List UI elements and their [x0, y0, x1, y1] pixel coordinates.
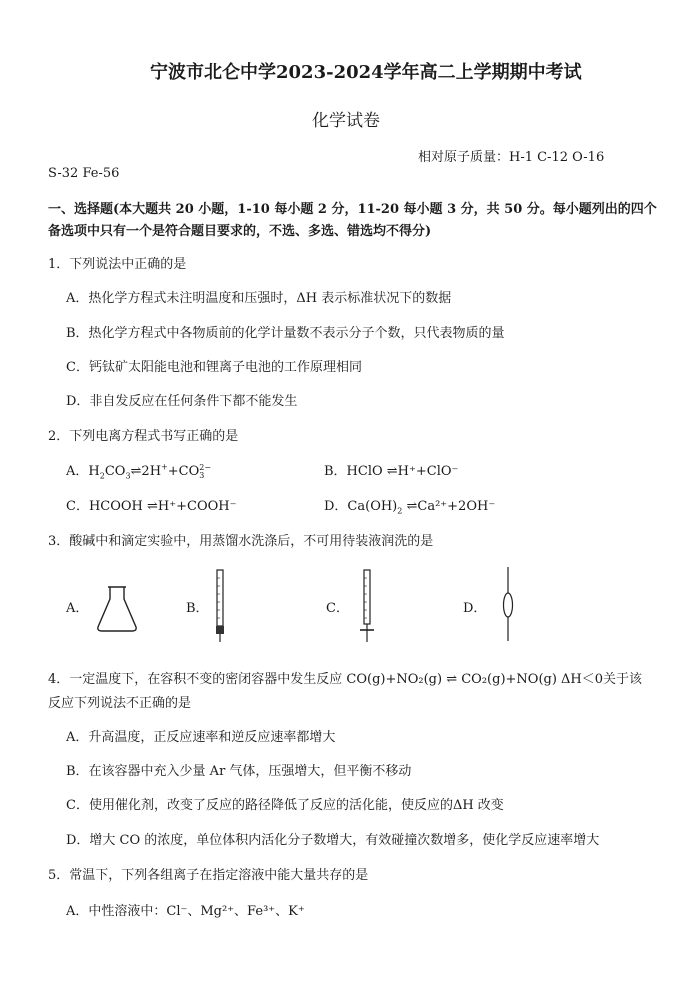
- atomic-mass-line-2: S-32 Fe-56: [48, 166, 120, 181]
- question-4-stem-line-1: 4．一定温度下，在容积不变的密闭容器中发生反应 CO(g)+NO₂(g) ⇌ CO₂(g)+NO(g) ΔH＜0关于该: [48, 672, 643, 687]
- page-title: 宁波市北仑中学2023-2024学年高二上学期期中考试: [150, 62, 582, 83]
- question-5-option-a: A．中性溶液中：Cl⁻、Mg²⁺、Fe³⁺、K⁺: [66, 904, 305, 919]
- question-1-option-c: C．钙钛矿太阳能电池和锂离子电池的工作原理相同: [66, 360, 362, 375]
- page-subtitle: 化学试卷: [312, 111, 380, 131]
- pipette-icon: [500, 565, 516, 645]
- question-2-option-b: B．HClO ⇌H⁺+ClO⁻: [324, 464, 459, 479]
- question-2-option-d: D．$Ca(OH)_2$ ⇌Ca²⁺+2OH⁻: [324, 499, 496, 516]
- q2a-part1: CO: [104, 464, 126, 479]
- burette-base-icon: [357, 568, 377, 644]
- question-3-stem: 3．酸碱中和滴定实验中，用蒸馏水洗涤后，不可用待装液润洗的是: [48, 534, 434, 549]
- question-4-option-c: C．使用催化剂，改变了反应的路径降低了反应的活化能，使反应的ΔH 改变: [66, 798, 504, 813]
- question-4-option-b: B．在该容器中充入少量 Ar 气体，压强增大，但平衡不移动: [66, 764, 412, 779]
- section-instruction-line-1: 一、选择题(本大题共 20 小题，1-10 每小题 2 分，11-20 每小题 3 分，共 50 分。每小题列出的四个: [48, 202, 657, 217]
- question-3-option-d-label: D．: [463, 601, 487, 616]
- question-3-option-a-label: A．: [66, 601, 89, 616]
- question-5-stem: 5．常温下，下列各组离子在指定溶液中能大量共存的是: [48, 868, 369, 883]
- section-instruction-line-2: 备选项中只有一个是符合题目要求的，不选、多选、错选均不得分): [48, 224, 432, 239]
- question-1-stem: 1．下列说法中正确的是: [48, 257, 187, 272]
- q2a-label: A．H: [66, 464, 100, 479]
- question-2-option-a: A．$H_2CO_3\rightleftharpoons 2H^++CO$ 2− 3: [66, 462, 212, 481]
- question-1-option-b: B．热化学方程式中各物质前的化学计量数不表示分子个数，只代表物质的量: [66, 326, 505, 341]
- question-2-stem: 2．下列电离方程式书写正确的是: [48, 429, 239, 444]
- conical-flask-icon: [95, 583, 139, 633]
- question-4-stem-line-2: 反应下列说法不正确的是: [48, 696, 192, 711]
- q2d-label: D．Ca(OH): [324, 499, 398, 514]
- question-1-option-d: D．非自发反应在任何条件下都不能发生: [66, 394, 298, 409]
- atomic-mass-line-1: 相对原子质量：H-1 C-12 O-16: [418, 150, 605, 165]
- burette-acid-icon: [212, 568, 228, 644]
- q2a-part3: +CO: [167, 464, 200, 479]
- q2d-rest: ⇌Ca²⁺+2OH⁻: [406, 499, 496, 514]
- question-4-option-d: D．增大 CO 的浓度，单位体积内活化分子数增大，有效碰撞次数增多，使化学反应速率增大: [66, 833, 600, 848]
- question-4-option-a: A．升高温度，正反应速率和逆反应速率都增大: [66, 730, 336, 745]
- question-3-option-b-label: B．: [186, 601, 209, 616]
- q2a-part2: ⇌2H: [130, 464, 162, 479]
- question-3-option-c-label: C．: [326, 601, 349, 616]
- question-1-option-a: A．热化学方程式未注明温度和压强时，ΔH 表示标准状况下的数据: [66, 291, 452, 306]
- question-2-option-c: C．HCOOH ⇌H⁺+COOH⁻: [66, 499, 237, 514]
